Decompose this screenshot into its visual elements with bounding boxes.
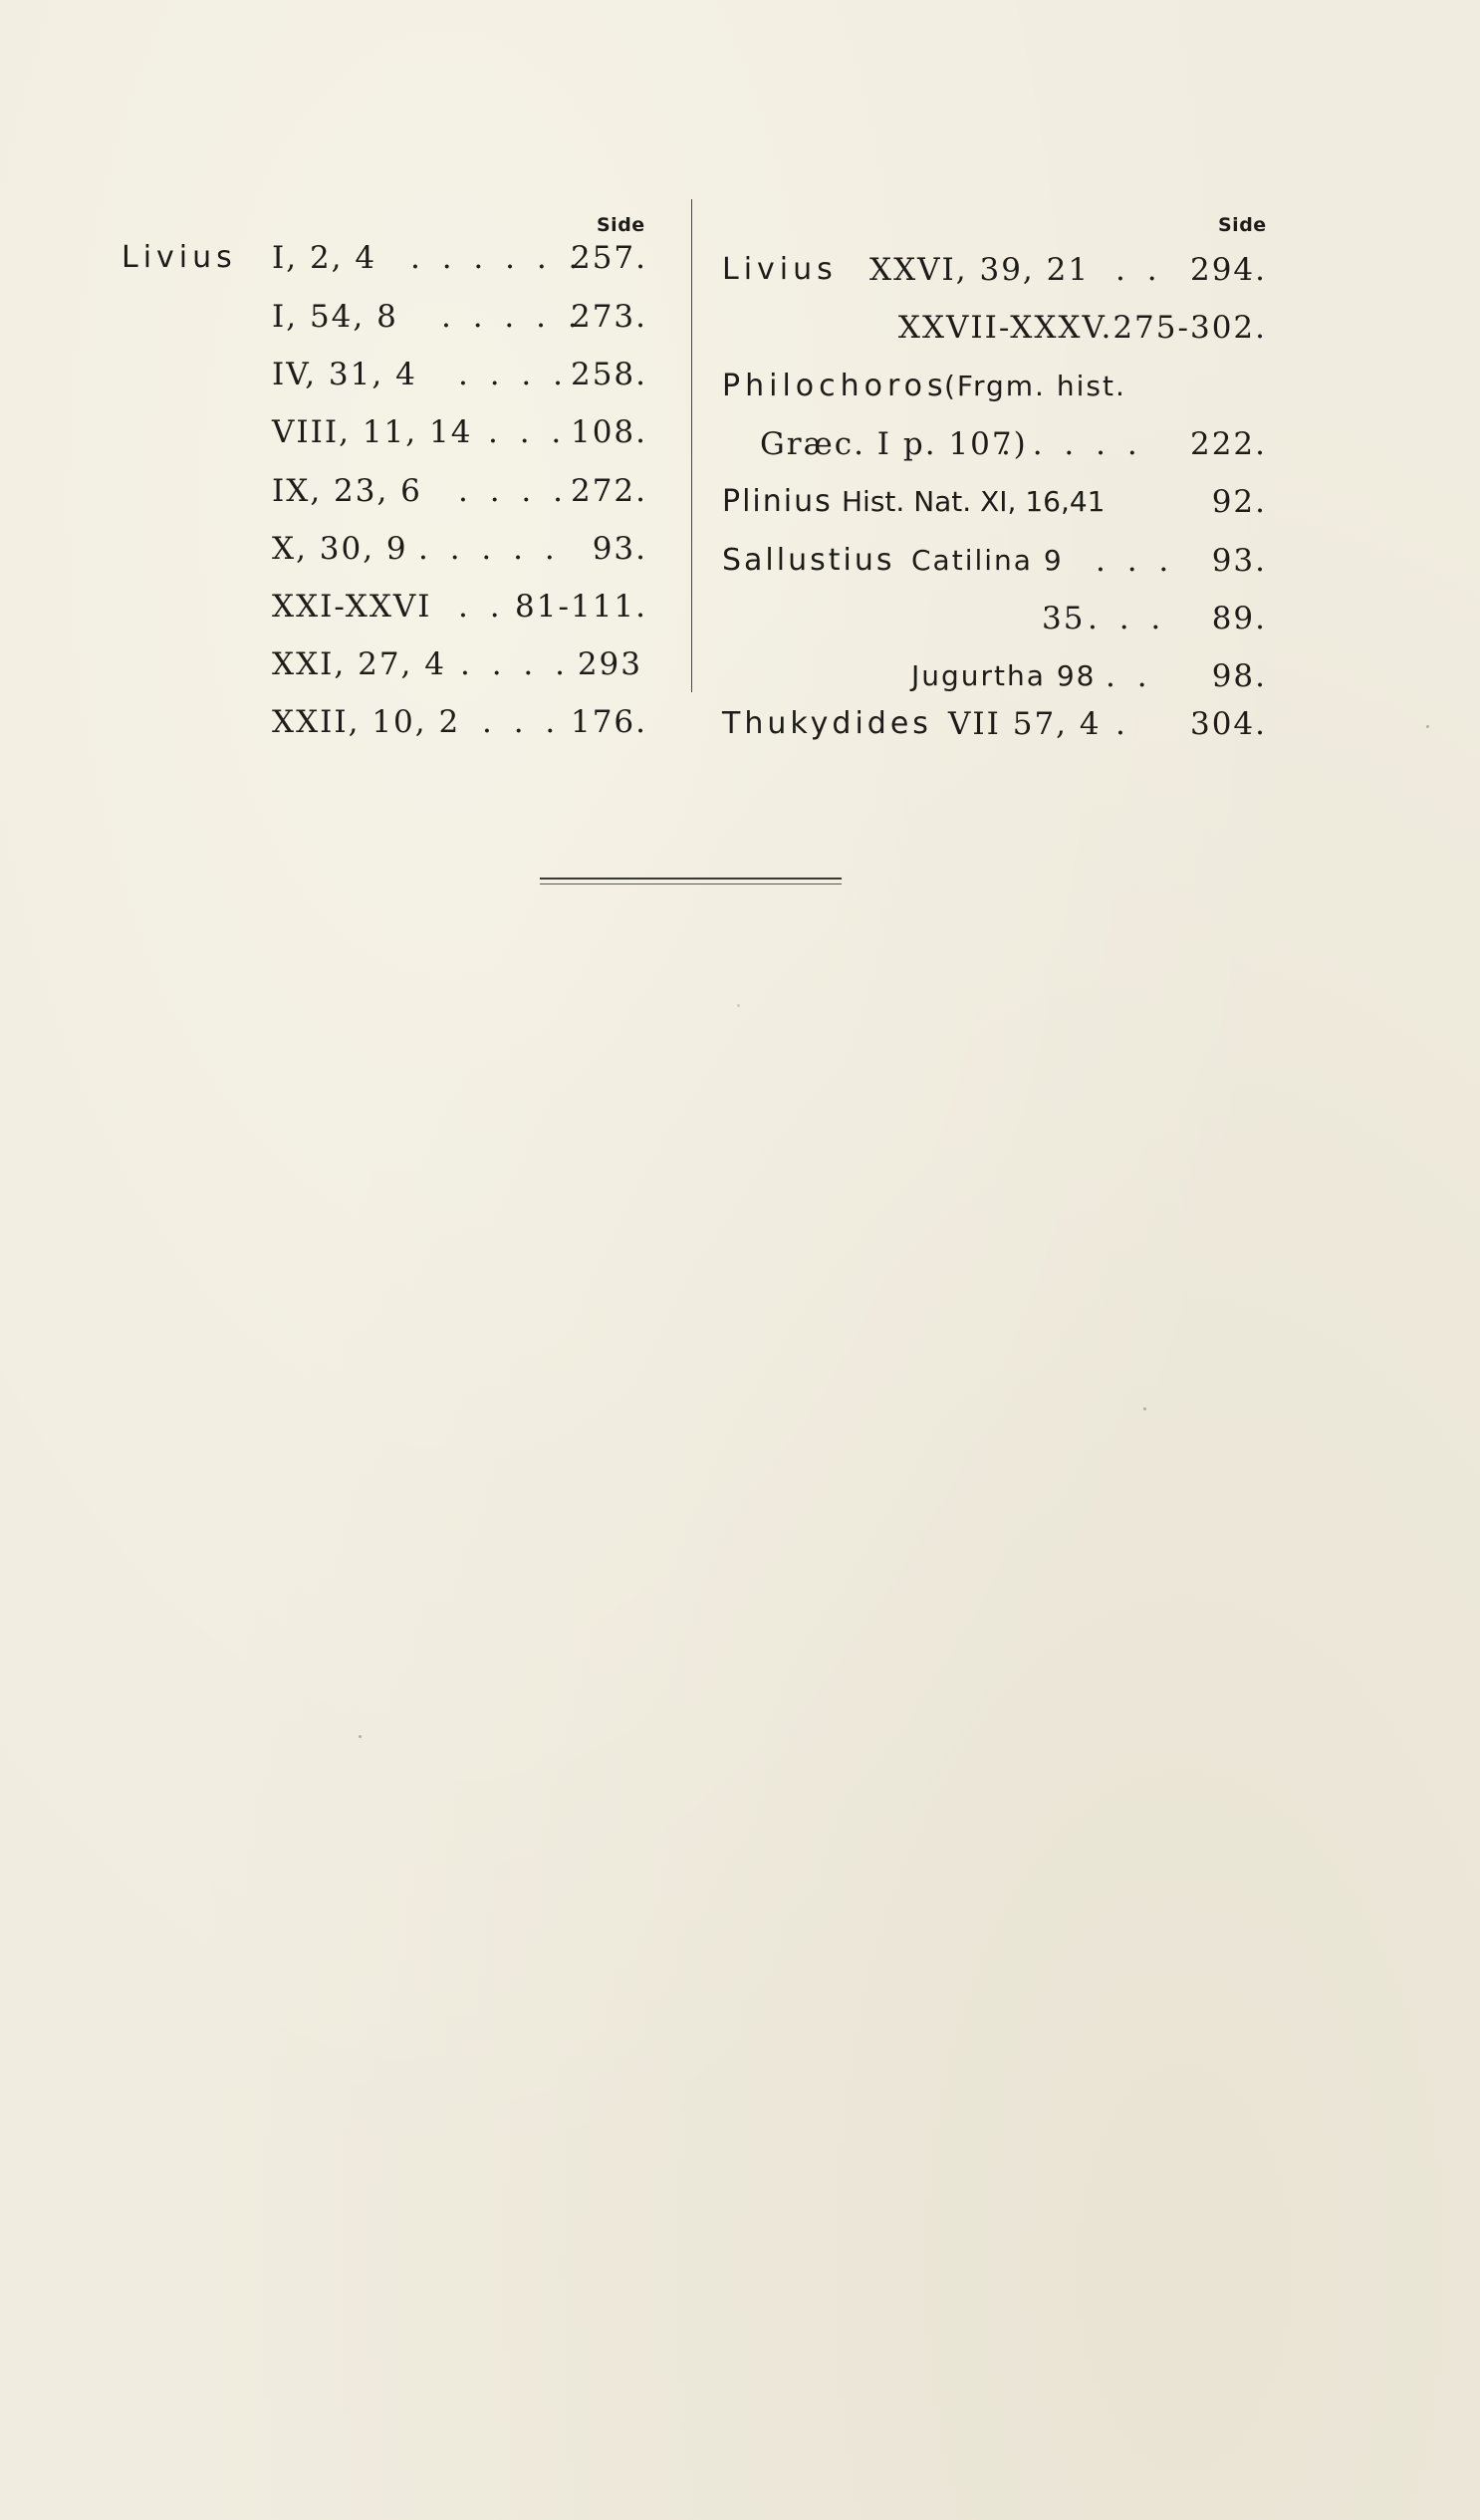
entry-reference: XXVII-XXXV.275-302. <box>897 310 1267 346</box>
column-divider <box>691 199 692 692</box>
index-entry <box>697 360 1267 413</box>
entry-reference: VIII, 11, 14 <box>272 414 473 450</box>
entry-page-number: 304. <box>1189 706 1267 742</box>
entry-reference: Catilina 9 <box>911 544 1064 577</box>
entry-reference: Jugurtha 98 <box>911 659 1097 692</box>
entry-leader-dots: . . . . . <box>418 531 561 567</box>
index-entry <box>0 637 687 691</box>
author-name: Livius <box>722 252 838 287</box>
entry-page-number: 98. <box>1211 658 1267 694</box>
entry-leader-dots: . . . . . . <box>410 240 585 276</box>
entry-page-number: 222. <box>1189 426 1267 462</box>
index-entry <box>0 580 687 633</box>
entry-page-number: 293 <box>577 646 642 682</box>
closing-rule-top <box>540 878 842 880</box>
index-entry <box>697 592 1267 645</box>
entry-reference: (Frgm. hist. <box>944 370 1126 402</box>
entry-reference: I, 2, 4 <box>272 240 377 276</box>
entry-leader-dots: . . . . . <box>441 299 584 335</box>
entry-page-number: 93. <box>1211 543 1267 579</box>
index-entry <box>0 231 687 285</box>
index-entry <box>0 464 687 518</box>
entry-leader-dots: . . . . <box>458 473 569 509</box>
entry-reference: X, 30, 9 <box>272 531 408 567</box>
entry-page-number: 258. <box>570 357 647 392</box>
paper-speck <box>1143 1407 1146 1410</box>
index-entry <box>0 695 687 749</box>
index-entry <box>0 522 687 576</box>
entry-leader-dots: . . . . . <box>1001 426 1143 462</box>
entry-leader-dots: . . . <box>482 704 562 740</box>
entry-page-number: 93. <box>592 531 647 567</box>
paper-speck <box>359 1735 362 1738</box>
index-entry <box>697 534 1267 588</box>
entry-reference: VII 57, 4 <box>948 706 1102 742</box>
index-entry <box>697 243 1267 297</box>
entry-leader-dots: . . . . <box>460 646 571 682</box>
entry-leader-dots: . . . <box>488 414 568 450</box>
entry-reference: XXVI, 39, 21 <box>869 252 1091 288</box>
index-entry <box>697 475 1267 529</box>
entry-reference: Græc. I p. 107) <box>760 426 1028 462</box>
entry-reference: IX, 23, 6 <box>272 473 422 509</box>
author-name: Plinius <box>722 484 833 519</box>
index-entry <box>697 301 1267 355</box>
entry-page-number: 176. <box>570 704 647 740</box>
entry-leader-dots: . . . <box>1096 543 1175 579</box>
entry-leader-dots: . . . . <box>458 357 569 392</box>
entry-page-number: 294. <box>1189 252 1267 288</box>
author-name: Philochoros <box>722 369 948 403</box>
paper-speck <box>1426 725 1429 728</box>
paper-speck <box>737 1004 740 1007</box>
entry-reference: 35 <box>1042 601 1086 636</box>
entry-page-number: 273. <box>570 299 647 335</box>
index-entry <box>697 697 1267 751</box>
entry-reference: I, 54, 8 <box>272 299 398 335</box>
author-name: Sallustius <box>722 543 895 578</box>
index-entry <box>697 649 1267 703</box>
index-entry <box>0 348 687 401</box>
entry-page-number: 272. <box>570 473 647 509</box>
author-name: Livius <box>122 240 237 275</box>
entry-reference: XXI, 27, 4 <box>272 646 446 682</box>
entry-page-number: 108. <box>570 414 647 450</box>
index-entry <box>697 417 1267 471</box>
entry-reference: XXII, 10, 2 <box>272 704 461 740</box>
entry-page-number: 257. <box>570 240 647 276</box>
entry-leader-dots: . <box>1115 706 1131 742</box>
author-name: Thukydides <box>722 706 932 741</box>
entry-reference: Hist. Nat. XI, 16,41 <box>842 485 1106 518</box>
entry-leader-dots: . . . <box>1088 601 1167 636</box>
index-entry <box>0 290 687 344</box>
entry-page-number: 92. <box>1211 484 1267 520</box>
entry-leader-dots: . . <box>1106 658 1153 694</box>
entry-reference: XXI-XXVI <box>272 589 432 625</box>
index-entry <box>0 405 687 459</box>
entry-reference: IV, 31, 4 <box>272 357 417 392</box>
entry-page-number: 89. <box>1211 601 1267 636</box>
left-column-header: Side <box>597 214 645 236</box>
closing-rule-bottom <box>540 883 842 884</box>
right-column-header: Side <box>1218 214 1267 236</box>
entry-leader-dots: . . <box>1115 252 1163 288</box>
entry-page-number: 81-111. <box>515 589 647 625</box>
entry-leader-dots: . . <box>458 589 506 625</box>
